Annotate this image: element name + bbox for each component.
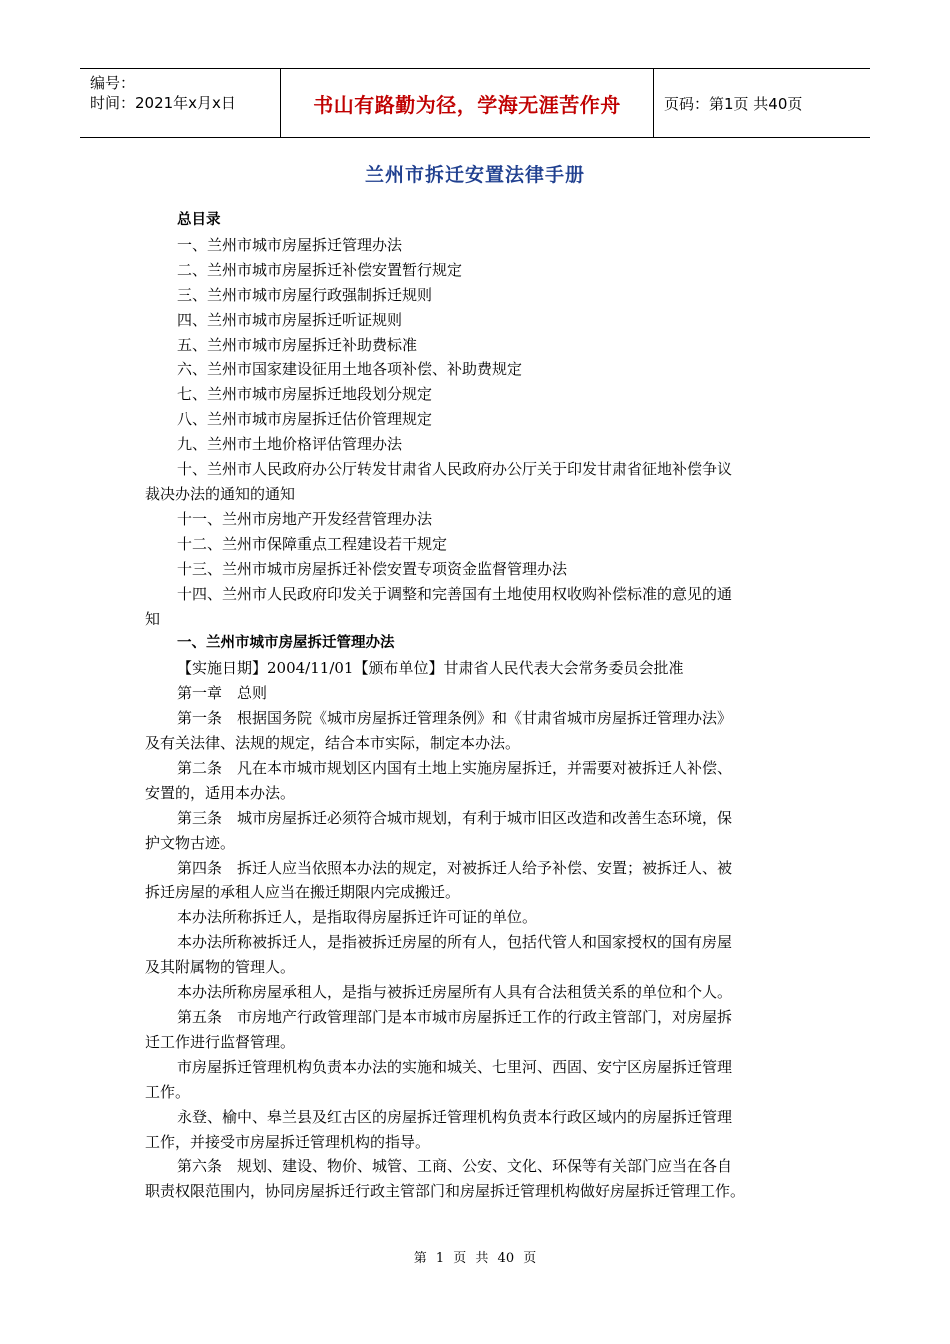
text-line: 第五条 市房地产行政管理部门是本市城市房屋拆迁工作的行政主管部门，对房屋拆 [177, 1008, 733, 1026]
text-line: 及其附属物的管理人。 [145, 958, 296, 977]
header-motto: 书山有路勤为径，学海无涯苦作舟 [281, 69, 654, 137]
text-line: 知 [145, 609, 161, 628]
text-line: 第二条 凡在本市城市规划区内国有土地上实施房屋拆迁，并需要对被拆迁人补偿、 [177, 758, 733, 777]
text-line: 九、兰州市土地价格评估管理办法 [177, 435, 403, 454]
text-line: 及有关法律、法规的规定，结合本市实际，制定本办法。 [145, 734, 521, 753]
text-line: 市房屋拆迁管理机构负责本办法的实施和城关、七里河、西固、安宁区房屋拆迁管理 [177, 1057, 733, 1076]
text-line: 第三条 城市房屋拆迁必须符合城市规划，有利于城市旧区改造和改善生态环境，保 [177, 808, 733, 827]
text-line: 永登、榆中、皋兰县及红古区的房屋拆迁管理机构负责本行政区域内的房屋拆迁管理 [177, 1107, 733, 1126]
text-line: 裁决办法的通知的通知 [145, 484, 296, 503]
header-meta-cell [80, 69, 281, 137]
text-line: 七、兰州市城市房屋拆迁地段划分规定 [177, 385, 433, 404]
header-page-info: 页码：第1页 共40页 [664, 94, 803, 113]
text-line: 十二、兰州市保障重点工程建设若干规定 [177, 534, 448, 553]
text-line: 五、兰州市城市房屋拆迁补助费标准 [177, 335, 418, 354]
text-line: 十三、兰州市城市房屋拆迁补偿安置专项资金监督管理办法 [177, 559, 568, 578]
text-line: 本办法所称被拆迁人，是指被拆迁房屋的所有人，包括代管人和国家授权的国有房屋 [177, 933, 733, 952]
text-line: 四、兰州市城市房屋拆迁听证规则 [177, 310, 403, 329]
text-line: 十一、兰州市房地产开发经营管理办法 [177, 509, 433, 528]
text-line: 十四、兰州市人民政府印发关于调整和完善国有土地使用权收购补偿标准的意见的通 [177, 584, 733, 603]
text-line: 三、兰州市城市房屋行政强制拆迁规则 [177, 285, 433, 304]
text-line: 安置的，适用本办法。 [145, 783, 296, 802]
text-line: 二、兰州市城市房屋拆迁补偿安置暂行规定 [177, 260, 463, 279]
text-line: 拆迁房屋的承租人应当在搬迁期限内完成搬迁。 [145, 883, 461, 902]
text-line: 工作，并接受市房屋拆迁管理机构的指导。 [145, 1132, 431, 1151]
page-footer: 第 1 页 共 40 页 [413, 1251, 537, 1266]
text-line: 一、兰州市城市房屋拆迁管理办法 [177, 635, 395, 652]
text-line: 第一条 根据国务院《城市房屋拆迁管理条例》和《甘肃省城市房屋拆迁管理办法》 [177, 709, 733, 728]
text-line: 十、兰州市人民政府办公厅转发甘肃省人民政府办公厅关于印发甘肃省征地补偿争议 [177, 460, 733, 479]
text-line: 本办法所称房屋承租人，是指与被拆迁房屋所有人具有合法租赁关系的单位和个人。 [177, 983, 733, 1002]
text-line: 本办法所称拆迁人，是指取得房屋拆迁许可证的单位。 [177, 908, 538, 927]
page-header [80, 68, 870, 138]
number-label: 编号： [90, 74, 136, 92]
text-line: 职责权限范围内，协同房屋拆迁行政主管部门和房屋拆迁管理机构做好房屋拆迁管理工作。 [145, 1182, 746, 1201]
text-line: 【实施日期】2004/11/01【颁布单位】甘肃省人民代表大会常务委员会批准 [177, 659, 684, 678]
text-line: 第一章 总则 [177, 684, 268, 703]
date-label: 时间：2021年x月x日 [90, 94, 236, 112]
text-line: 八、兰州市城市房屋拆迁估价管理规定 [177, 410, 433, 429]
document-title: 兰州市拆迁安置法律手册 [364, 164, 585, 186]
text-line: 一、兰州市城市房屋拆迁管理办法 [177, 235, 403, 254]
text-line: 总目录 [177, 212, 221, 228]
text-line: 第四条 拆迁人应当依照本办法的规定，对被拆迁人给予补偿、安置；被拆迁人、被 [177, 858, 733, 877]
text-line: 工作。 [145, 1082, 191, 1101]
text-line: 六、兰州市国家建设征用土地各项补偿、补助费规定 [177, 360, 523, 379]
text-line: 第六条 规划、建设、物价、城管、工商、公安、文化、环保等有关部门应当在各自 [177, 1157, 733, 1176]
text-line: 迁工作进行监督管理。 [145, 1032, 296, 1051]
document-body [145, 208, 805, 1204]
text-line: 护文物古迹。 [145, 833, 236, 852]
